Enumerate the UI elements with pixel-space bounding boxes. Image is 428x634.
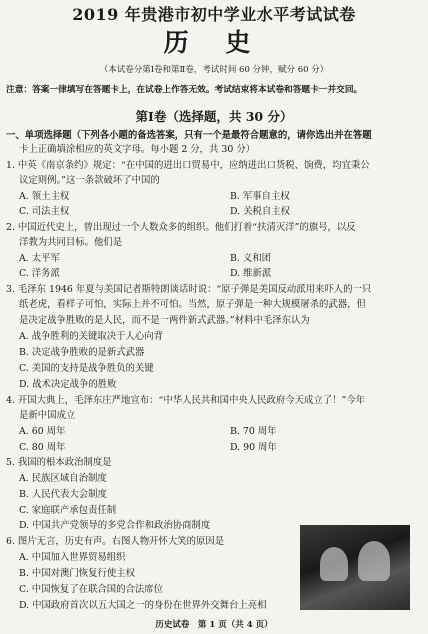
q3-option-a: A. 战争胜利的关键取决于人心向背 — [19, 331, 163, 342]
photo-figure-left — [320, 547, 348, 581]
q1-option-d: D. 关税自主权 — [230, 206, 291, 217]
page-footer: 历史试卷 第 1 页（共 4 页） — [155, 620, 273, 630]
q3-option-d: D. 战术决定战争的胜败 — [19, 379, 117, 390]
q4-stem-line-2: 是新中国成立 — [19, 410, 76, 421]
q1-stem-line-2: 议定则例。”这一条款破坏了中国的 — [19, 175, 160, 186]
q1-stem-line-1: 1. 中英《南京条约》规定：“在中国的进出口贸易中，应纳进出口货税、饷费，均宜秉公 — [6, 160, 370, 171]
section-title: 第Ⅰ卷（选择题，共 30 分） — [135, 109, 293, 124]
q6-option-c: C. 中国恢复了在联合国的合法席位 — [19, 584, 164, 595]
q3-option-b: B. 决定战争胜败的是新式武器 — [19, 347, 145, 358]
q3-option-c: C. 美国的支持是战争胜负的关键 — [19, 363, 154, 374]
q6-option-d: D. 中国政府首次以五大国之一的身份在世界外交舞台上亮相 — [19, 600, 267, 611]
q5-stem: 5. 我国的根本政治制度是 — [6, 457, 112, 468]
q2-option-a: A. 太平军 — [19, 253, 60, 264]
section-instructions-line-2: 卡上正确填涂相应的英文字母。每小题 2 分，共 30 分） — [19, 144, 256, 155]
historical-photo — [300, 525, 410, 610]
q2-option-c: C. 洋务派 — [19, 268, 60, 279]
q4-option-a: A. 60 周年 — [19, 426, 66, 437]
q4-option-b: B. 70 周年 — [230, 426, 277, 437]
q1-option-c: C. 司法主权 — [19, 206, 70, 217]
q3-stem-line-3: 是决定战争胜败的是人民，而不是一两件新式武器。”材料中毛泽东认为 — [19, 315, 310, 326]
q2-stem-line-2: 洋教为共同目标。他们是 — [19, 237, 123, 248]
photo-figure-right — [358, 541, 390, 581]
q6-option-a: A. 中国加入世界贸易组织 — [19, 552, 126, 563]
q6-stem: 6. 图片无言，历史有声。右图人物开怀大笑的原因是 — [6, 536, 225, 547]
subject-title: 历 史 — [163, 28, 265, 57]
q3-stem-line-1: 3. 毛泽东 1946 年夏与美国记者斯特朗谈话时说：“原子弹是美国反动派用来吓人的一只 — [6, 284, 372, 295]
q5-option-a: A. 民族区域自治制度 — [19, 473, 107, 484]
q5-option-c: C. 家庭联产承包责任制 — [19, 505, 117, 516]
q4-option-d: D. 90 周年 — [230, 442, 277, 453]
section-instructions-line-1: 一、单项选择题（下列各小题的备选答案，只有一个是最符合题意的，请你选出并在答题 — [6, 130, 372, 141]
q2-option-d: D. 维新派 — [230, 268, 272, 279]
q5-option-b: B. 人民代表大会制度 — [19, 489, 107, 500]
q2-option-b: B. 义和团 — [230, 253, 271, 264]
exam-notice: 注意：答案一律填写在答题卡上，在试卷上作答无效。考试结束将本试卷和答题卡一并交回。 — [6, 85, 363, 95]
q3-stem-line-2: 纸老虎，看样子可怕，实际上并不可怕。当然，原子弹是一种大规模屠杀的武器，但 — [19, 299, 366, 310]
q4-stem-line-1: 4. 开国大典上，毛泽东庄严地宣布：“中华人民共和国中央人民政府今天成立了！”今年 — [6, 395, 366, 406]
q6-option-b: B. 中国对澳门恢复行使主权 — [19, 568, 135, 579]
q2-stem-line-1: 2. 中国近代史上，曾出现过一个人数众多的组织。他们打着“扶清灭洋”的旗号，以反 — [6, 222, 356, 233]
q1-option-a: A. 领土主权 — [19, 191, 70, 202]
exam-title: 2019 年贵港市初中学业水平考试试卷 — [72, 5, 356, 24]
q1-option-b: B. 军事自主权 — [230, 191, 290, 202]
exam-info: （本试卷分第Ⅰ卷和第Ⅱ卷，考试时间 60 分钟，赋分 60 分） — [99, 65, 329, 75]
q5-option-d: D. 中国共产党领导的多党合作和政治协商制度 — [19, 520, 211, 531]
q4-option-c: C. 80 周年 — [19, 442, 66, 453]
